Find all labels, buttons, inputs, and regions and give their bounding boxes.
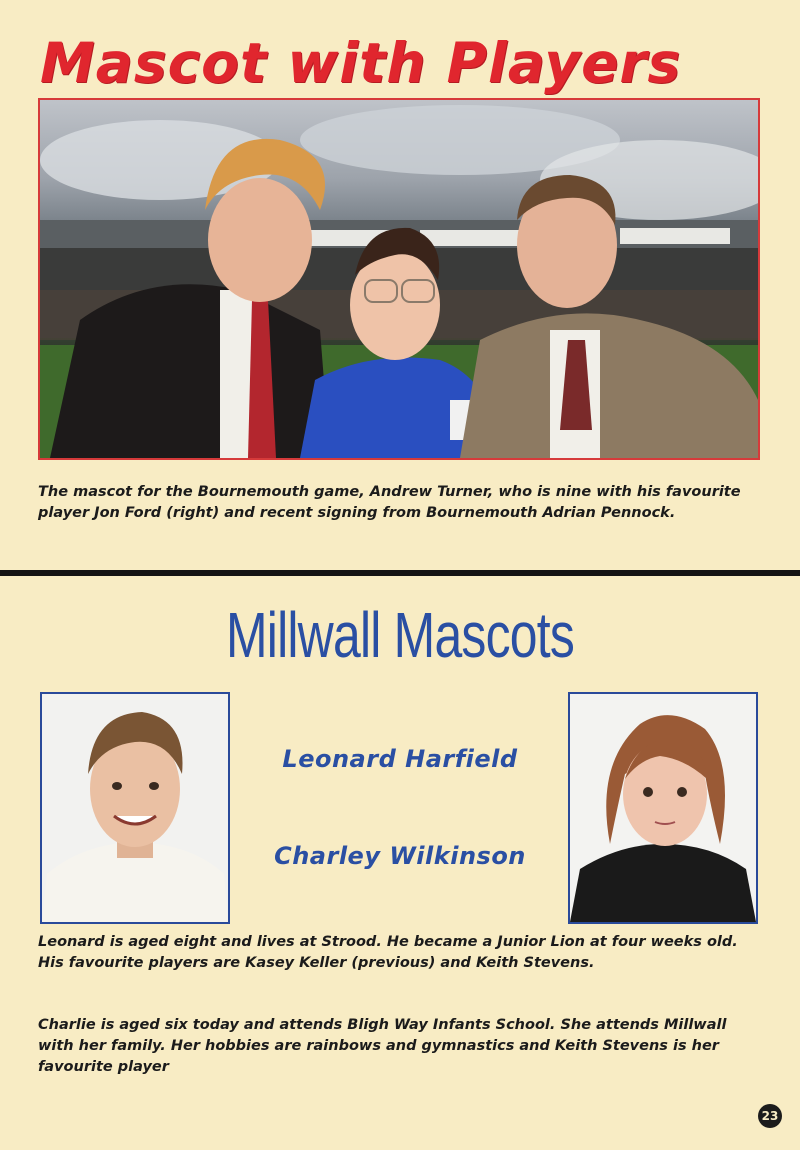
photo-caption: The mascot for the Bournemouth game, Andrew Turner, who is nine with his favourite player Jon Ford (right) and recent signing from Bournemouth Adrian Pennock. <box>38 484 741 521</box>
section-divider <box>0 570 800 576</box>
boy-portrait-illustration <box>42 694 228 922</box>
page-number: 23 <box>758 1104 782 1128</box>
paragraph-leonard: Leonard is aged eight and lives at Strood. He became a Junior Lion at four weeks old. His favourite players are Kasey Keller (previous) and Keith Stevens. <box>38 934 738 971</box>
mascot-players-photo <box>38 98 760 460</box>
page-title: Mascot with Players <box>40 31 682 95</box>
paragraph-charlie: Charlie is aged six today and attends Bligh Way Infants School. She attends Millwall with her family. Her hobbies are rainbows and gymnastics and Keith Stevens is her favourite player <box>38 1017 727 1075</box>
portrait-leonard <box>40 692 230 924</box>
portrait-charley <box>568 692 758 924</box>
section-title: Millwall Mascots <box>225 599 575 671</box>
girl-portrait-illustration <box>570 694 756 922</box>
mascot-name-charley: Charley Wilkinson <box>274 842 526 870</box>
mascot-players-illustration <box>40 100 758 458</box>
mascot-name-leonard: Leonard Harfield <box>282 745 518 773</box>
